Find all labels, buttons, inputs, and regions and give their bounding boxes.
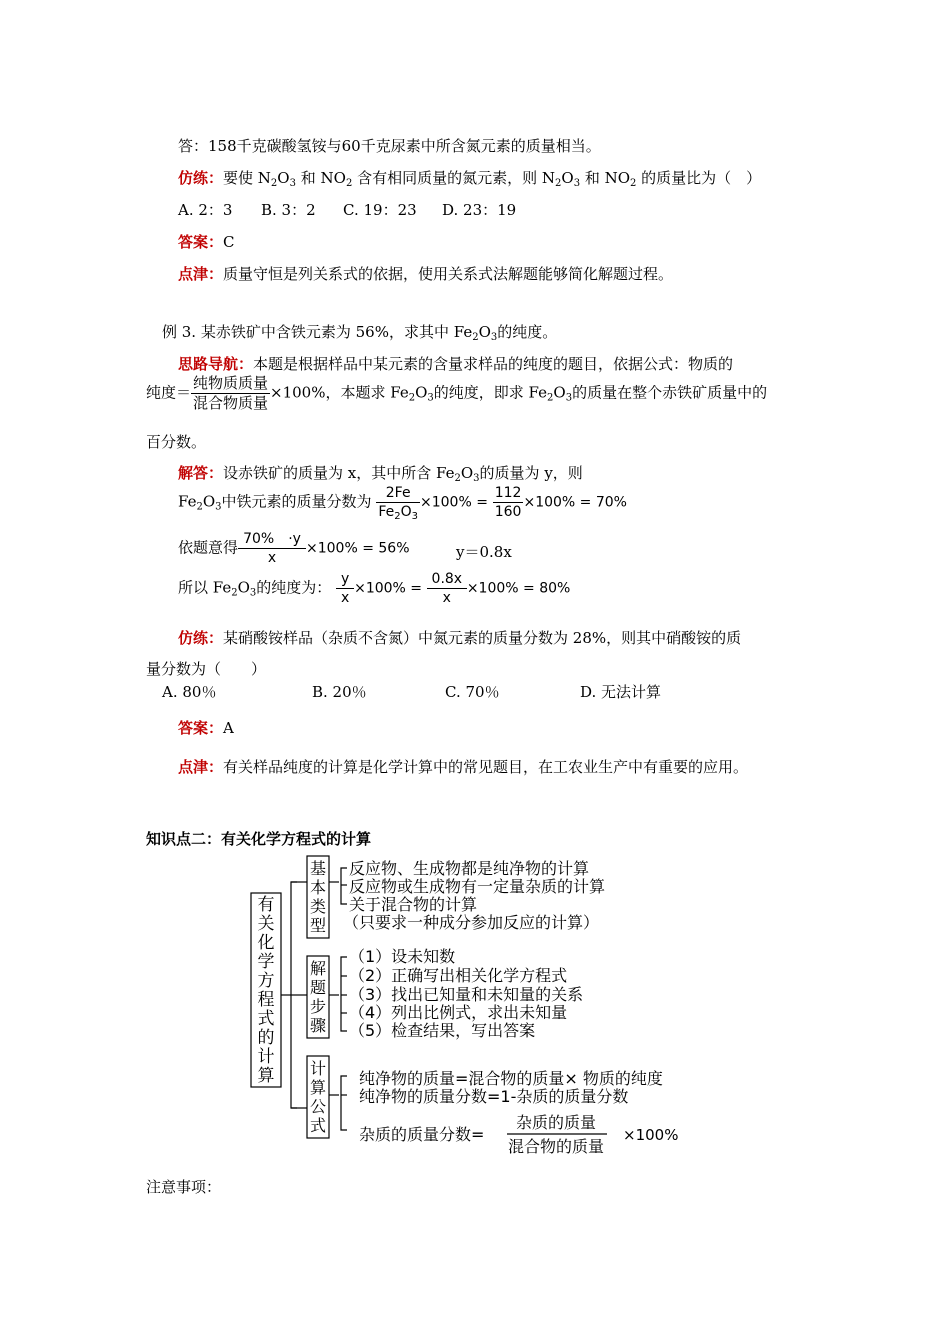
svg-text:计: 计 [257,1047,275,1067]
option-a: A. 2：3 [178,201,233,219]
svg-text:计: 计 [309,1059,327,1078]
formula-item: 杂质的质量分数= [359,1125,485,1144]
knowledge-point-heading: 知识点二：有关化学方程式的计算 [146,830,372,848]
step-item: （1）设未知数 [349,947,456,966]
option-d: D. 无法计算 [580,683,662,701]
svg-text:基: 基 [309,859,327,878]
solution-line-4: 所以 $Fe_2O_3$的纯度为： $\frac{y}{x}$ ×100% = $\frac{0.8x}{x}$ ×100% = 80% [178,571,571,606]
option-a: A. 80％ [162,683,217,701]
practice-3-line: 仿练：某硝酸铵样品（杂质不含氮）中氮元素的质量分数为 28%，则其中硝酸铵的质 [178,629,742,647]
svg-text:型: 型 [309,916,327,935]
basic-type-item: 关于混合物的计算 [349,895,478,914]
note-3-line [178,760,748,775]
guide-line [178,357,733,372]
svg-text:算: 算 [257,1066,275,1086]
svg-text:公: 公 [309,1097,327,1116]
practice-3-label: 仿练： [178,629,224,647]
solution-line-2: $Fe_2O_3$中铁元素的质量分数为 $\frac{2Fe}{Fe_2O_3}$ ×100% = $\frac{112}{160}$ ×100% = 70% [178,485,627,522]
notes-heading: 注意事项： [146,1178,222,1196]
practice-question: 仿练：要使 $N_2O_3$ 和 $NO_2$ 含有相同质量的氮元素，则 $N_2O_3$ 和 $NO_2$ 的质量比为（ ） [178,169,762,189]
answer-value: C [223,233,235,251]
group-formulas-bracket [329,1076,347,1130]
note-label: 点津： [178,265,224,283]
purity-formula-end: 百分数。 [146,433,207,451]
option-b: B. 3：2 [261,201,316,219]
svg-text:算: 算 [309,1078,327,1097]
formula-fraction-numerator: 杂质的质量 [515,1113,597,1132]
solution-line-1: 解答：设赤铁矿的质量为 x，其中所含 $Fe_2O_3$的质量为 y，则 [178,464,583,484]
svg-text:程: 程 [257,990,275,1010]
svg-text:有: 有 [257,895,275,915]
svg-text:步: 步 [309,997,327,1016]
calculation-concept-diagram [245,850,715,1160]
answer-3-value: A [223,719,234,737]
svg-text:类: 类 [309,897,327,916]
practice-3-cont: 量分数为（ ） [146,660,267,678]
group-steps-bracket [329,957,347,1031]
step-item: （5）检查结果，写出答案 [349,1021,536,1040]
fraction-112-160: $\frac{112}{160}$ [494,485,522,520]
svg-text:解: 解 [309,959,327,978]
purity-formula-line: 纯度＝ $\frac{\text{纯物质质量}}{\text{混合物质量}}$ ×100%，本题求 $Fe_2O_3$的纯度，即求 $Fe_2O_3$的质量在整个赤铁矿质量中的 [146,374,768,412]
answer-label: 答案： [178,233,224,251]
option-b: B. 20％ [312,683,367,701]
group-steps-label [310,959,326,1035]
svg-text:题: 题 [309,978,327,997]
solution-line-3: 依题意得 $\frac{70\% \cdot y}{x}$ ×100% = 56% [178,531,410,566]
formula-fraction-denominator: 混合物的质量 [507,1137,605,1156]
svg-text:本: 本 [309,878,327,897]
svg-text:学: 学 [257,952,275,972]
svg-text:的: 的 [257,1028,275,1048]
fraction-y-x: $\frac{y}{x}$ [336,572,354,605]
note-3-text: 有关样品纯度的计算是化学计算中的常见题目，在工农业生产中有重要的应用。 [223,758,749,776]
formula-percent: ×100% [623,1126,679,1144]
svg-text:骤: 骤 [309,1016,327,1035]
solution-label: 解答： [178,464,224,482]
purity-fraction: $\frac{\text{纯物质质量}}{\text{混合物质量}}$ [193,374,269,412]
step-item: （3）找出已知量和未知量的关系 [349,985,584,1004]
main-bracket [281,882,307,1108]
note-text: 质量守恒是列关系式的依据，使用关系式法解题能够简化解题过程。 [223,265,674,283]
step-item: （2）正确写出相关化学方程式 [349,966,568,985]
group-basic-types-label [310,859,326,935]
option-d: D. 23：19 [442,201,517,219]
guide-text: 本题是根据样品中某元素的含量求样品的纯度的题目，依据公式：物质的 [253,355,734,373]
svg-text:方: 方 [257,971,275,991]
svg-text:关: 关 [257,914,275,934]
root-box-label [258,895,275,1086]
answer-sentence: 答：158千克碳酸氢铵与60千克尿素中所含氮元素的质量相当。 [178,137,601,155]
basic-type-item-note: （只要求一种成分参加反应的计算） [343,913,600,932]
group-formulas-label [310,1059,326,1135]
formula-item: 纯净物的质量分数=1-杂质的质量分数 [359,1087,629,1106]
basic-type-item: 反应物、生成物都是纯净物的计算 [349,859,590,878]
group-basic-types-bracket [329,868,347,904]
fraction-08x-x: $\frac{0.8x}{x}$ [427,572,467,605]
basic-type-item: 反应物或生成物有一定量杂质的计算 [349,877,606,896]
fraction-70y-x: $\frac{70\% \cdot y}{x}$ [238,532,306,565]
svg-text:化: 化 [257,933,275,953]
option-c: C. 19：23 [343,201,417,219]
answer-3-label: 答案： [178,719,224,737]
example-3-title: 例 3. 某赤铁矿中含铁元素为 56%，求其中 $Fe_2O_3$的纯度。 [162,323,558,343]
note-3-label: 点津： [178,758,224,776]
note-line [178,267,673,282]
svg-text:式: 式 [257,1009,275,1029]
formula-item: 纯净物的质量=混合物的质量× 物质的纯度 [359,1069,663,1088]
step-item: （4）列出比例式，求出未知量 [349,1003,568,1022]
y-equation: y＝0.8x [456,543,512,561]
svg-text:式: 式 [309,1116,327,1135]
answer-line [178,235,235,250]
practice-label: 仿练： [178,169,224,187]
option-c: C. 70％ [445,683,500,701]
answer-3-line [178,721,234,736]
guide-label: 思路导航： [178,355,254,373]
fraction-2fe-fe2o3: $\frac{2Fe}{Fe_2O_3}$ [378,485,419,522]
